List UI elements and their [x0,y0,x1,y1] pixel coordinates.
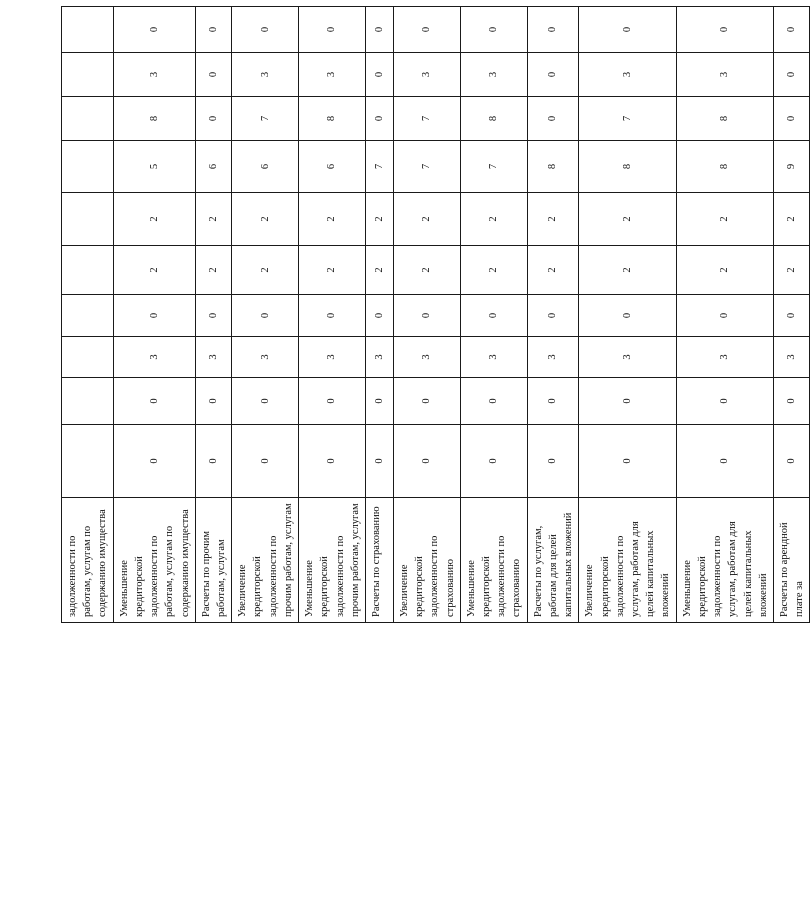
code-cell: 0 [195,7,231,53]
code-cell: 3 [113,53,195,97]
code-cell: 9 [773,141,809,193]
code-cell: 3 [393,337,460,378]
code-cell: 0 [527,295,579,337]
code-cell [62,295,114,337]
code-cell: 0 [773,53,809,97]
code-cell: 0 [113,425,195,498]
row-label: Уменьшение кредиторской задолженности по услугам, работам для целей капитальных вложений [676,498,773,623]
code-cell: 2 [195,193,231,246]
code-cell: 8 [527,141,579,193]
code-cell: 0 [460,378,527,425]
code-cell: 0 [232,378,299,425]
code-cell: 6 [299,141,366,193]
row-label: задолженности по работам, услугам по содержанию имущества [62,498,114,623]
code-cell: 0 [460,7,527,53]
code-cell: 0 [460,295,527,337]
code-cell: 0 [195,53,231,97]
table-row [299,7,366,623]
code-cell: 8 [676,97,773,141]
code-cell: 0 [773,425,809,498]
code-cell: 6 [195,141,231,193]
code-cell: 2 [773,193,809,246]
code-cell: 0 [113,378,195,425]
code-cell: 0 [393,7,460,53]
code-cell [62,7,114,53]
code-cell: 0 [113,295,195,337]
code-cell: 0 [527,7,579,53]
code-cell: 2 [579,193,676,246]
code-cell: 0 [579,425,676,498]
row-label: Уменьшение кредиторской задолженности по прочим работам, услугам [299,498,366,623]
code-cell: 3 [113,337,195,378]
code-cell: 2 [393,246,460,295]
code-cell: 7 [460,141,527,193]
table-row [232,7,299,623]
row-label: Расчеты по прочим работам, услугам [195,498,231,623]
row-label: Расчеты по арендной плате за [773,498,809,623]
row-label: Расчеты по услугам, работам для целей капитальных вложений [527,498,579,623]
code-cell: 8 [113,97,195,141]
code-cell: 0 [393,425,460,498]
code-cell: 0 [393,295,460,337]
table-row [527,7,579,623]
code-cell: 0 [195,295,231,337]
code-cell: 2 [113,246,195,295]
table-row [460,7,527,623]
code-cell: 8 [676,141,773,193]
code-cell: 0 [579,378,676,425]
code-cell: 0 [676,295,773,337]
code-cell: 0 [579,7,676,53]
code-cell [62,246,114,295]
code-cell: 0 [527,97,579,141]
row-label: Увеличение кредиторской задолженности по услугам, работам для целей капитальных вложений [579,498,676,623]
code-cell: 3 [676,337,773,378]
code-cell: 2 [232,246,299,295]
code-cell: 2 [579,246,676,295]
code-cell: 0 [232,425,299,498]
code-cell: 3 [579,53,676,97]
code-cell: 7 [579,97,676,141]
code-cell: 3 [773,337,809,378]
code-cell: 3 [460,337,527,378]
code-cell: 2 [365,193,393,246]
code-cell: 0 [393,378,460,425]
code-cell: 3 [393,53,460,97]
code-cell [62,141,114,193]
code-cell: 7 [232,97,299,141]
code-cell: 2 [113,193,195,246]
code-cell: 0 [195,425,231,498]
row-label: Уменьшение кредиторской задолженности по страхованию [460,498,527,623]
code-cell [62,425,114,498]
code-cell: 3 [579,337,676,378]
code-cell: 3 [299,53,366,97]
code-cell: 0 [232,7,299,53]
code-cell: 0 [527,425,579,498]
code-cell: 0 [579,295,676,337]
code-cell: 2 [299,246,366,295]
code-cell: 0 [773,7,809,53]
code-cell: 6 [232,141,299,193]
code-cell: 3 [460,53,527,97]
code-cell: 0 [299,295,366,337]
code-cell: 2 [393,193,460,246]
code-cell [62,53,114,97]
row-label: Расчеты по страхованию [365,498,393,623]
code-cell: 8 [460,97,527,141]
code-cell: 2 [299,193,366,246]
table-row [62,7,114,623]
code-cell: 7 [393,141,460,193]
table-row [195,7,231,623]
accounts-table [61,6,810,623]
code-cell: 0 [195,97,231,141]
code-cell: 3 [365,337,393,378]
table-row [676,7,773,623]
table-row [773,7,809,623]
code-cell: 0 [299,425,366,498]
code-cell: 0 [676,7,773,53]
code-cell: 0 [527,53,579,97]
code-cell: 0 [365,378,393,425]
code-cell [62,193,114,246]
code-cell: 3 [676,53,773,97]
code-cell: 0 [299,7,366,53]
code-cell: 7 [365,141,393,193]
code-cell: 2 [527,246,579,295]
code-cell: 0 [365,53,393,97]
code-cell: 0 [773,97,809,141]
table-row [393,7,460,623]
code-cell [62,337,114,378]
code-cell [62,378,114,425]
row-label: Уменьшение кредиторской задолженности по работам, услугам по содержанию имущества [113,498,195,623]
code-cell: 7 [393,97,460,141]
code-cell: 2 [527,193,579,246]
table-row [579,7,676,623]
code-cell: 0 [773,295,809,337]
code-cell: 0 [460,425,527,498]
code-cell: 2 [232,193,299,246]
code-cell: 2 [676,246,773,295]
code-cell: 0 [365,7,393,53]
code-cell: 2 [773,246,809,295]
code-cell: 0 [676,425,773,498]
code-cell: 2 [676,193,773,246]
code-cell: 3 [195,337,231,378]
code-cell: 0 [365,295,393,337]
code-cell: 8 [299,97,366,141]
code-cell: 3 [232,53,299,97]
code-cell: 2 [460,193,527,246]
code-cell: 0 [365,425,393,498]
code-cell: 0 [113,7,195,53]
code-cell: 0 [527,378,579,425]
code-cell: 8 [579,141,676,193]
code-cell: 3 [299,337,366,378]
table-row [365,7,393,623]
code-cell: 0 [773,378,809,425]
code-cell: 2 [460,246,527,295]
table-row [113,7,195,623]
code-cell: 3 [232,337,299,378]
code-cell: 0 [299,378,366,425]
code-cell: 2 [195,246,231,295]
code-cell: 0 [232,295,299,337]
code-cell: 5 [113,141,195,193]
code-cell: 0 [195,378,231,425]
code-cell: 3 [527,337,579,378]
row-label: Увеличение кредиторской задолженности по страхованию [393,498,460,623]
code-cell: 0 [676,378,773,425]
row-label: Увеличение кредиторской задолженности по прочим работам, услугам [232,498,299,623]
code-cell [62,97,114,141]
code-cell: 2 [365,246,393,295]
code-cell: 0 [365,97,393,141]
